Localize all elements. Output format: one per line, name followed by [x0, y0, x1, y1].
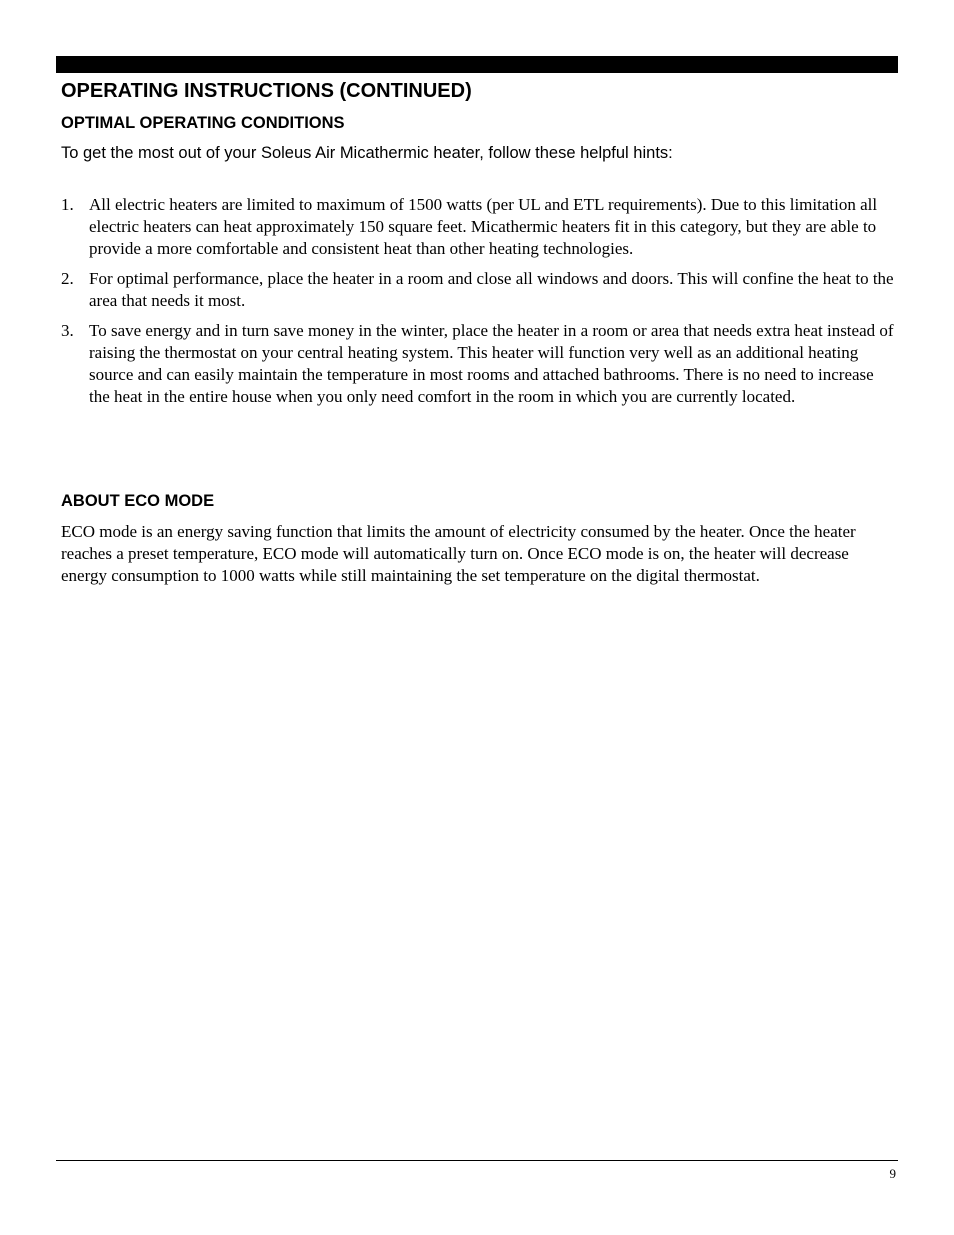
hint-text: For optimal performance, place the heater in a room and close all windows and doors. This will confine the heat to the area that needs it most.: [89, 269, 894, 310]
header-bar: [56, 56, 898, 73]
hint-number: 3.: [61, 321, 74, 340]
optimal-conditions-heading: OPTIMAL OPERATING CONDITIONS: [61, 114, 345, 132]
hint-number: 1.: [61, 195, 74, 214]
footer-rule: [56, 1160, 898, 1161]
page-number: 9: [889, 1166, 896, 1181]
page-title: OPERATING INSTRUCTIONS (CONTINUED): [61, 80, 472, 102]
hints-list: [61, 194, 898, 416]
hint-item: [61, 194, 898, 260]
eco-mode-heading: ABOUT ECO MODE: [61, 492, 215, 510]
eco-mode-text: ECO mode is an energy saving function that limits the amount of electricity consumed by the heater. Once the heater reaches a preset temperature, ECO mode will automatically turn on. Once ECO mode is on, the heater will decrease energy consumption to 1000 watts while still maintaining the set temperature on the digital thermostat.: [61, 522, 856, 585]
hint-text: To save energy and in turn save money in the winter, place the heater in a room or area that needs extra heat instead of raising the thermostat on your central heating system. This heater will function very well as an additional heating source and can easily maintain the temperature in most rooms and attached bathrooms. There is no need to increase the heat in the entire house when you only need comfort in the room in which you are currently located.: [89, 321, 894, 406]
optimal-intro: To get the most out of your Soleus Air Micathermic heater, follow these helpful hints:: [61, 144, 673, 162]
hint-number: 2.: [61, 269, 74, 288]
hint-text: All electric heaters are limited to maximum of 1500 watts (per UL and ETL requirements). Due to this limitation all electric heaters can heat approximately 150 square feet. Micathermic heaters fit in this category, but they are able to provide a more comfortable and consistent heat than other heating technologies.: [89, 195, 878, 258]
hint-item: [61, 268, 898, 312]
hint-item: [61, 320, 898, 408]
